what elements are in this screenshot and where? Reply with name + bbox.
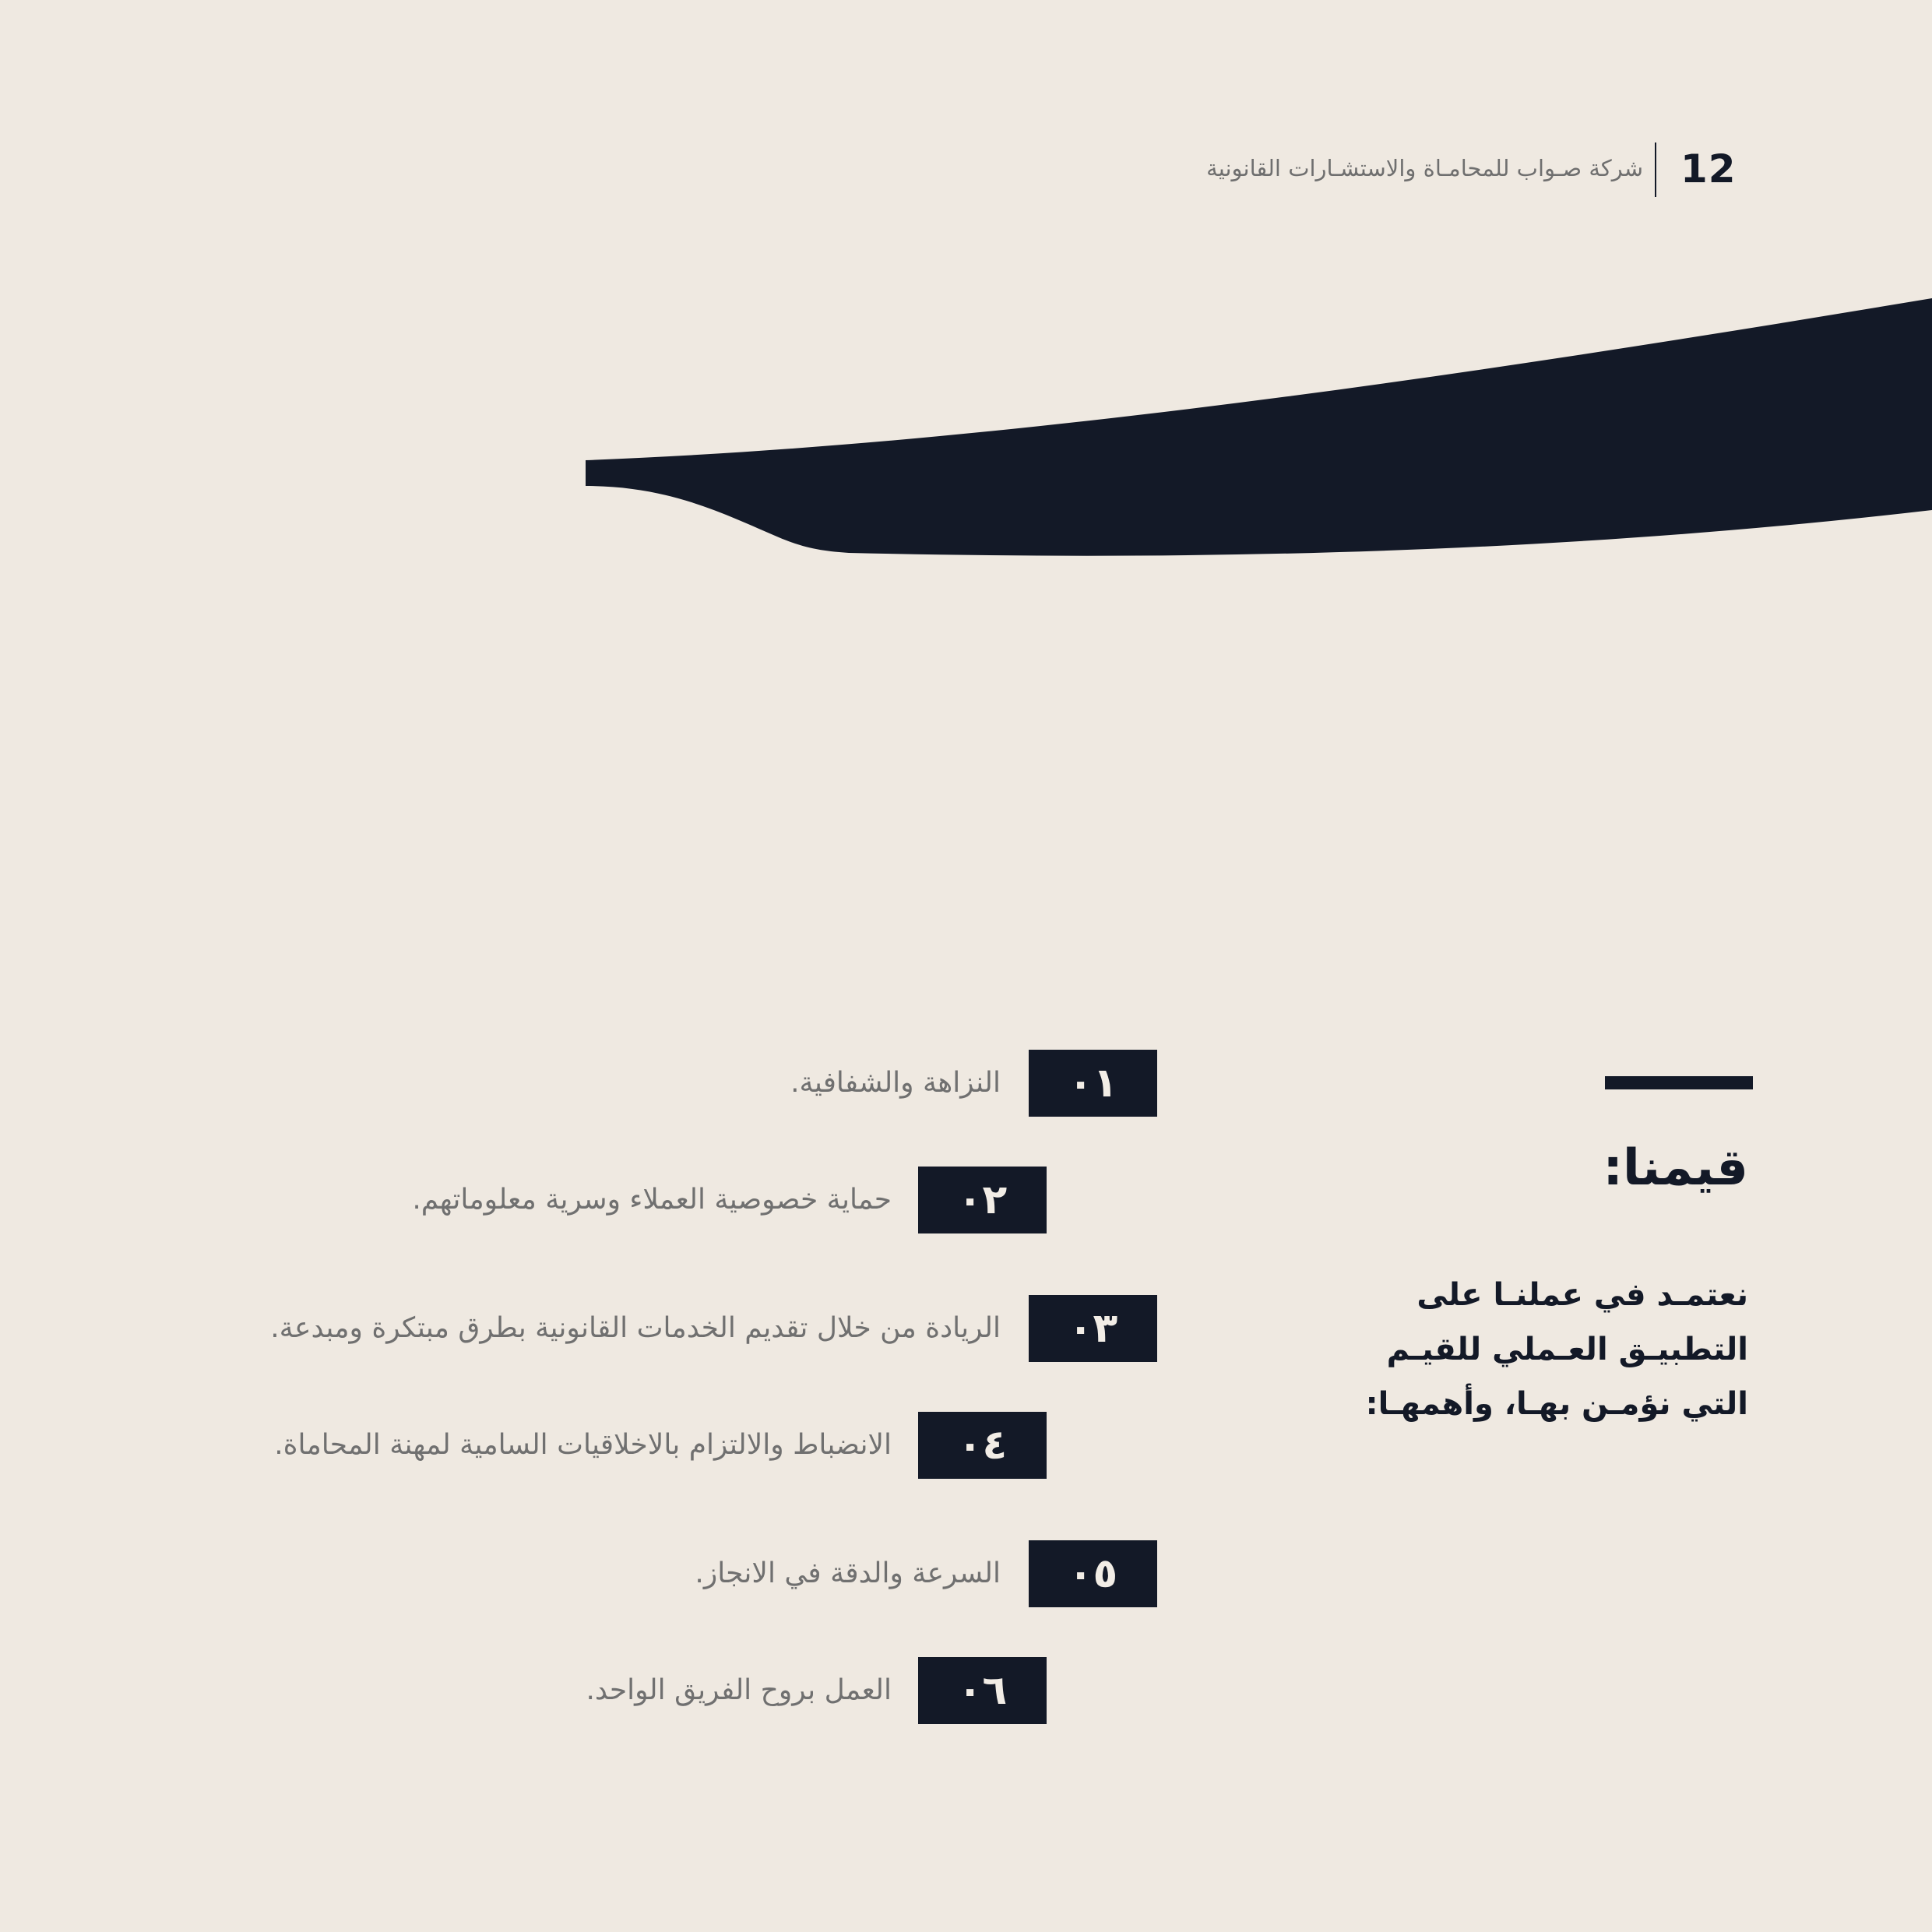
value-item bbox=[0, 1167, 1045, 1233]
value-item bbox=[0, 1295, 1156, 1362]
value-number-badge: ٠٦ bbox=[918, 1657, 1047, 1724]
company-name: شركة صـواب للمحامـاة والاستشـارات القانونية bbox=[1206, 155, 1643, 181]
accent-bar bbox=[1605, 1076, 1753, 1089]
value-number-badge: ٠١ bbox=[1029, 1050, 1157, 1117]
value-text: حماية خصوصية العملاء وسرية معلوماتهم. bbox=[412, 1184, 892, 1216]
decorative-blade-shape bbox=[0, 0, 1932, 592]
value-text: الريادة من خلال تقديم الخدمات القانونية بطرق مبتكرة ومبدعة. bbox=[270, 1312, 1001, 1344]
value-text: العمل بروح الفريق الواحد. bbox=[586, 1674, 892, 1706]
value-text: النزاهة والشفافية. bbox=[790, 1067, 1001, 1099]
value-item bbox=[0, 1050, 1156, 1117]
page-number: 12 bbox=[1680, 146, 1737, 192]
values-intro: نعتمـد في عملنـا على التطبيـق العـملي للقيـم التي نؤمـن بهـا، وأهمهـا: bbox=[1365, 1277, 1748, 1422]
value-number-badge: ٠٢ bbox=[918, 1167, 1047, 1233]
value-number-badge: ٠٤ bbox=[918, 1412, 1047, 1479]
values-title: قيمنا: bbox=[1603, 1139, 1748, 1197]
value-text: السرعة والدقة في الانجاز. bbox=[695, 1557, 1001, 1589]
value-item bbox=[0, 1657, 1045, 1724]
value-item bbox=[0, 1540, 1156, 1607]
value-item bbox=[0, 1412, 1045, 1479]
value-number-badge: ٠٥ bbox=[1029, 1540, 1157, 1607]
value-number-badge: ٠٣ bbox=[1029, 1295, 1157, 1362]
value-text: الانضباط والالتزام بالاخلاقيات السامية لمهنة المحاماة. bbox=[274, 1429, 892, 1461]
